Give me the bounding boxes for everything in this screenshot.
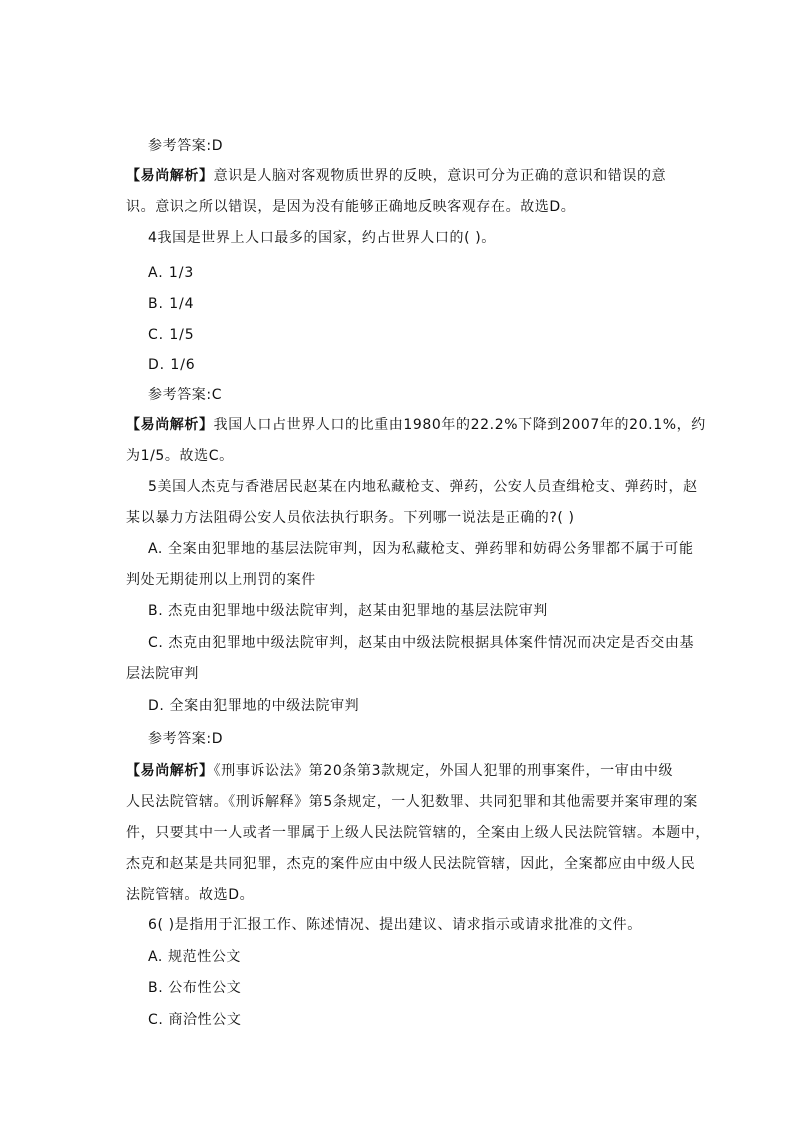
analysis-text: 《刑事诉讼法》第20条第3款规定，外国人犯罪的刑事案件，一审由中级	[213, 763, 674, 779]
question-5-stem-line2: 某以暴力方法阻碍公安人员依法执行职务。下列哪一说法是正确的?( )	[126, 510, 575, 526]
question-6-stem: 6( )是指用于汇报工作、陈述情况、提出建议、请求指示或请求批准的文件。	[148, 917, 642, 933]
question-5-option-c-line2: 层法院审判	[126, 666, 199, 682]
question-5-option-c-line1: C. 杰克由犯罪地中级法院审判，赵某由中级法院根据具体案件情况而决定是否交由基	[148, 635, 695, 651]
analysis-q4-line1	[126, 416, 706, 434]
answer-q5: 参考答案:D	[148, 731, 224, 747]
question-5-option-b: B. 杰克由犯罪地中级法院审判，赵某由犯罪地的基层法院审判	[148, 603, 548, 619]
question-5-option-d: D. 全案由犯罪地的中级法院审判	[148, 698, 360, 714]
analysis-q5-line2: 人民法院管辖。《刑诉解释》第5条规定，一人犯数罪、共同犯罪和其他需要并案审理的案	[126, 794, 698, 810]
answer-q3: 参考答案:D	[148, 138, 224, 154]
analysis-text: 意识是人脑对客观物质世界的反映，意识可分为正确的意识和错误的意	[213, 168, 667, 184]
analysis-q5-line5: 法院管辖。故选D。	[126, 887, 255, 903]
analysis-text: 我国人口占世界人口的比重由1980年的22.2%下降到2007年的20.1%，约	[213, 417, 706, 433]
question-6-option-a: A. 规范性公文	[148, 949, 242, 965]
question-4-option-c: C. 1/5	[148, 327, 195, 343]
analysis-q3-line2: 识。意识之所以错误，是因为没有能够正确地反映客观存在。故选D。	[126, 199, 576, 215]
analysis-q4-line2: 为1/5。故选C。	[126, 448, 234, 464]
question-6-option-c: C. 商洽性公文	[148, 1012, 242, 1028]
analysis-q5-line1	[126, 762, 673, 780]
analysis-q3-line1	[126, 167, 666, 185]
question-4-option-b: B. 1/4	[148, 296, 195, 312]
analysis-q5-line3: 件，只要其中一人或者一罪属于上级人民法院管辖的，全案由上级人民法院管辖。本题中，	[126, 825, 710, 841]
question-4-option-d: D. 1/6	[148, 357, 196, 373]
question-4-option-a: A. 1/3	[148, 265, 195, 281]
question-6-option-b: B. 公布性公文	[148, 980, 242, 996]
analysis-label: 【易尚解析】	[126, 417, 214, 433]
analysis-label: 【易尚解析】	[126, 168, 214, 184]
question-5-option-a-line2: 判处无期徒刑以上刑罚的案件	[126, 572, 316, 588]
question-4-stem: 4我国是世界上人口最多的国家，约占世界人口的( )。	[148, 230, 496, 246]
answer-q4: 参考答案:C	[148, 387, 223, 403]
analysis-label: 【易尚解析】	[126, 763, 214, 779]
question-5-option-a-line1: A. 全案由犯罪地的基层法院审判，因为私藏枪支、弹药罪和妨碍公务罪都不属于可能	[148, 541, 694, 557]
analysis-q5-line4: 杰克和赵某是共同犯罪，杰克的案件应由中级人民法院管辖，因此，全案都应由中级人民	[126, 856, 696, 872]
question-5-stem-line1: 5美国人杰克与香港居民赵某在内地私藏枪支、弹药，公安人员查缉枪支、弹药时，赵	[148, 479, 698, 495]
